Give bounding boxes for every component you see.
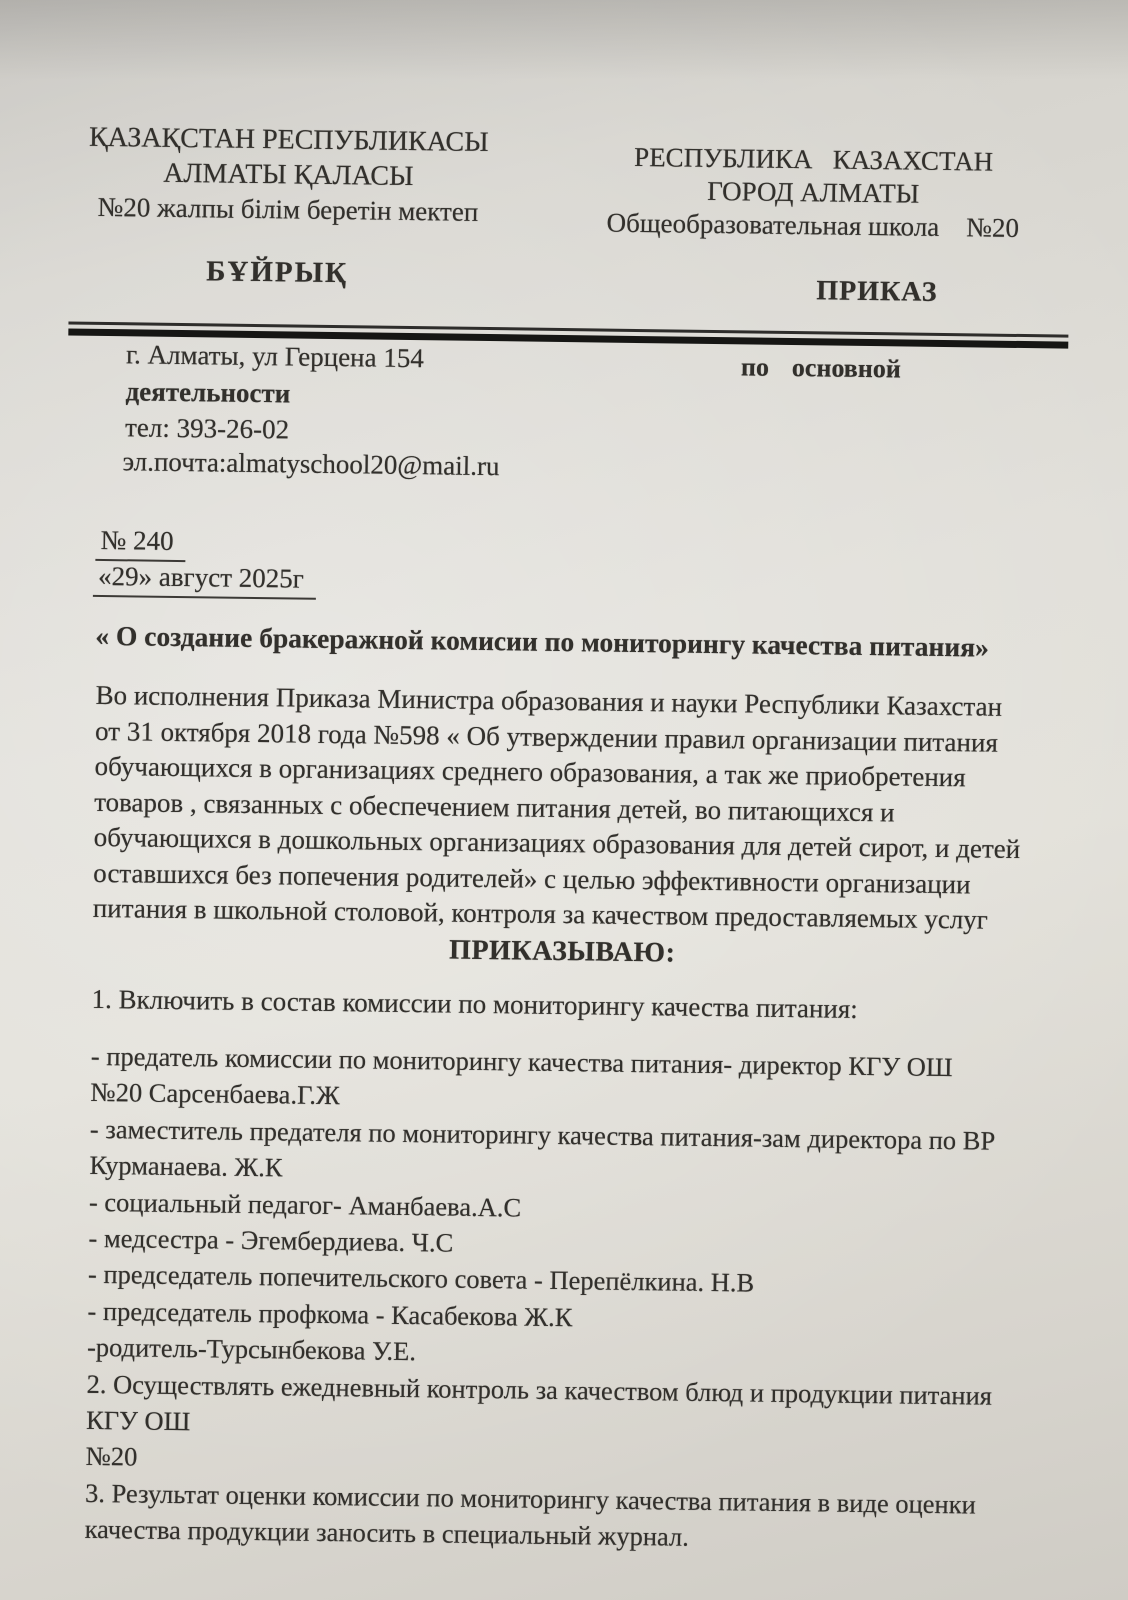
- letterhead-left-city: АЛМАТЫ ҚАЛАСЫ: [163, 157, 414, 193]
- order-line: - председатель попечительского совета - Перепёлкина. Н.В: [87, 1259, 755, 1299]
- letterhead-right: [593, 140, 1034, 245]
- order-date: [93, 561, 316, 600]
- order-line: - медсестра - Эгембердиева. Ч.С: [88, 1222, 454, 1258]
- preamble-line: оставшихся без попечения родителей» с целью эффективности организации: [93, 857, 971, 899]
- order-line: - заместитель предателя по мониторингу качества питания-зам директора по ВР: [89, 1113, 996, 1156]
- preamble-line: товаров , связанных с обеспечением питания детей, во питающихся и: [94, 786, 895, 827]
- order-line: №20: [85, 1441, 138, 1472]
- order-word-kazakh: БҰЙРЫҚ: [205, 255, 349, 290]
- order-items: [84, 1038, 1091, 1561]
- page-edge-ink-mark: [1118, 301, 1128, 320]
- order-preamble: [93, 678, 1086, 939]
- order-item-1: 1. Включить в состав комиссии по мониторингу качества питания:: [91, 983, 858, 1024]
- order-word-russian: ПРИКАЗ: [816, 275, 938, 308]
- preamble-line: Во исполнения Приказа Министра образования и науки Республики Казахстан: [95, 679, 1003, 722]
- letterhead-left-school: №20 жалпы білім беретін мектеп: [97, 191, 479, 227]
- letterhead-left-country: ҚАЗАҚСТАН РЕСПУБЛИКАСЫ: [88, 121, 489, 159]
- preamble-line: обучающихся в организациях среднего образования, а так же приобретения: [94, 750, 966, 793]
- preamble-line: питания в школьной столовой, контроля за качеством предоставляемых услуг: [92, 892, 989, 935]
- order-line: Курманаева. Ж.К: [89, 1150, 283, 1183]
- letterhead-phone: тел: 393-26-02: [124, 412, 290, 445]
- order-line: - предатель комиссии по мониторингу качества питания- директор КГУ ОШ: [90, 1040, 953, 1083]
- order-date-value: «29» август 2025г: [93, 561, 316, 600]
- preamble-line: от 31 октября 2018 года №598 « Об утверждении правил организации питания: [94, 715, 999, 758]
- letterhead-email: эл.почта:almatyschool20@mail.ru: [122, 446, 500, 482]
- order-number-value: № 240: [95, 525, 185, 562]
- letterhead-right-country: РЕСПУБЛИКА КАЗАХСТАН: [633, 141, 994, 177]
- letterhead-activity-right: по основной: [740, 352, 901, 384]
- order-line: качества продукции заносить в специальный журнал.: [84, 1514, 690, 1553]
- letterhead-right-school: Общеобразовательная школа №20: [606, 207, 1020, 243]
- order-line: - социальный педагог- Аманбаева.А.С: [88, 1186, 522, 1223]
- resolution-heading: ПРИКАЗЫВАЮ:: [448, 934, 676, 969]
- order-number: [95, 525, 185, 562]
- letterhead-left: [78, 120, 499, 230]
- letterhead-right-city: ГОРОД АЛМАТЫ: [707, 175, 920, 209]
- order-line: 3. Результат оценки комиссии по мониторингу качества питания в виде оценки: [84, 1477, 976, 1520]
- order-subject: « О создание бракеражной комисии по мониторингу качества питания»: [95, 619, 990, 663]
- letterhead-activity-left: деятельности: [125, 376, 291, 409]
- order-line: -родитель-Турсынбекова У.Е.: [86, 1332, 417, 1367]
- letterhead-address: г. Алматы, ул Герцена 154: [125, 339, 425, 374]
- order-line: - председатель профкома - Касабекова Ж.К: [87, 1295, 573, 1333]
- order-line: №20 Сарсенбаева.Г.Ж: [90, 1077, 340, 1111]
- order-line: КГУ ОШ: [85, 1404, 191, 1437]
- preamble-line: обучающихся в дошкольных организациях образования для детей сирот, и детей: [93, 821, 1021, 865]
- order-line: 2. Осуществлять ежедневный контроль за качеством блюд и продукции питания: [86, 1368, 993, 1411]
